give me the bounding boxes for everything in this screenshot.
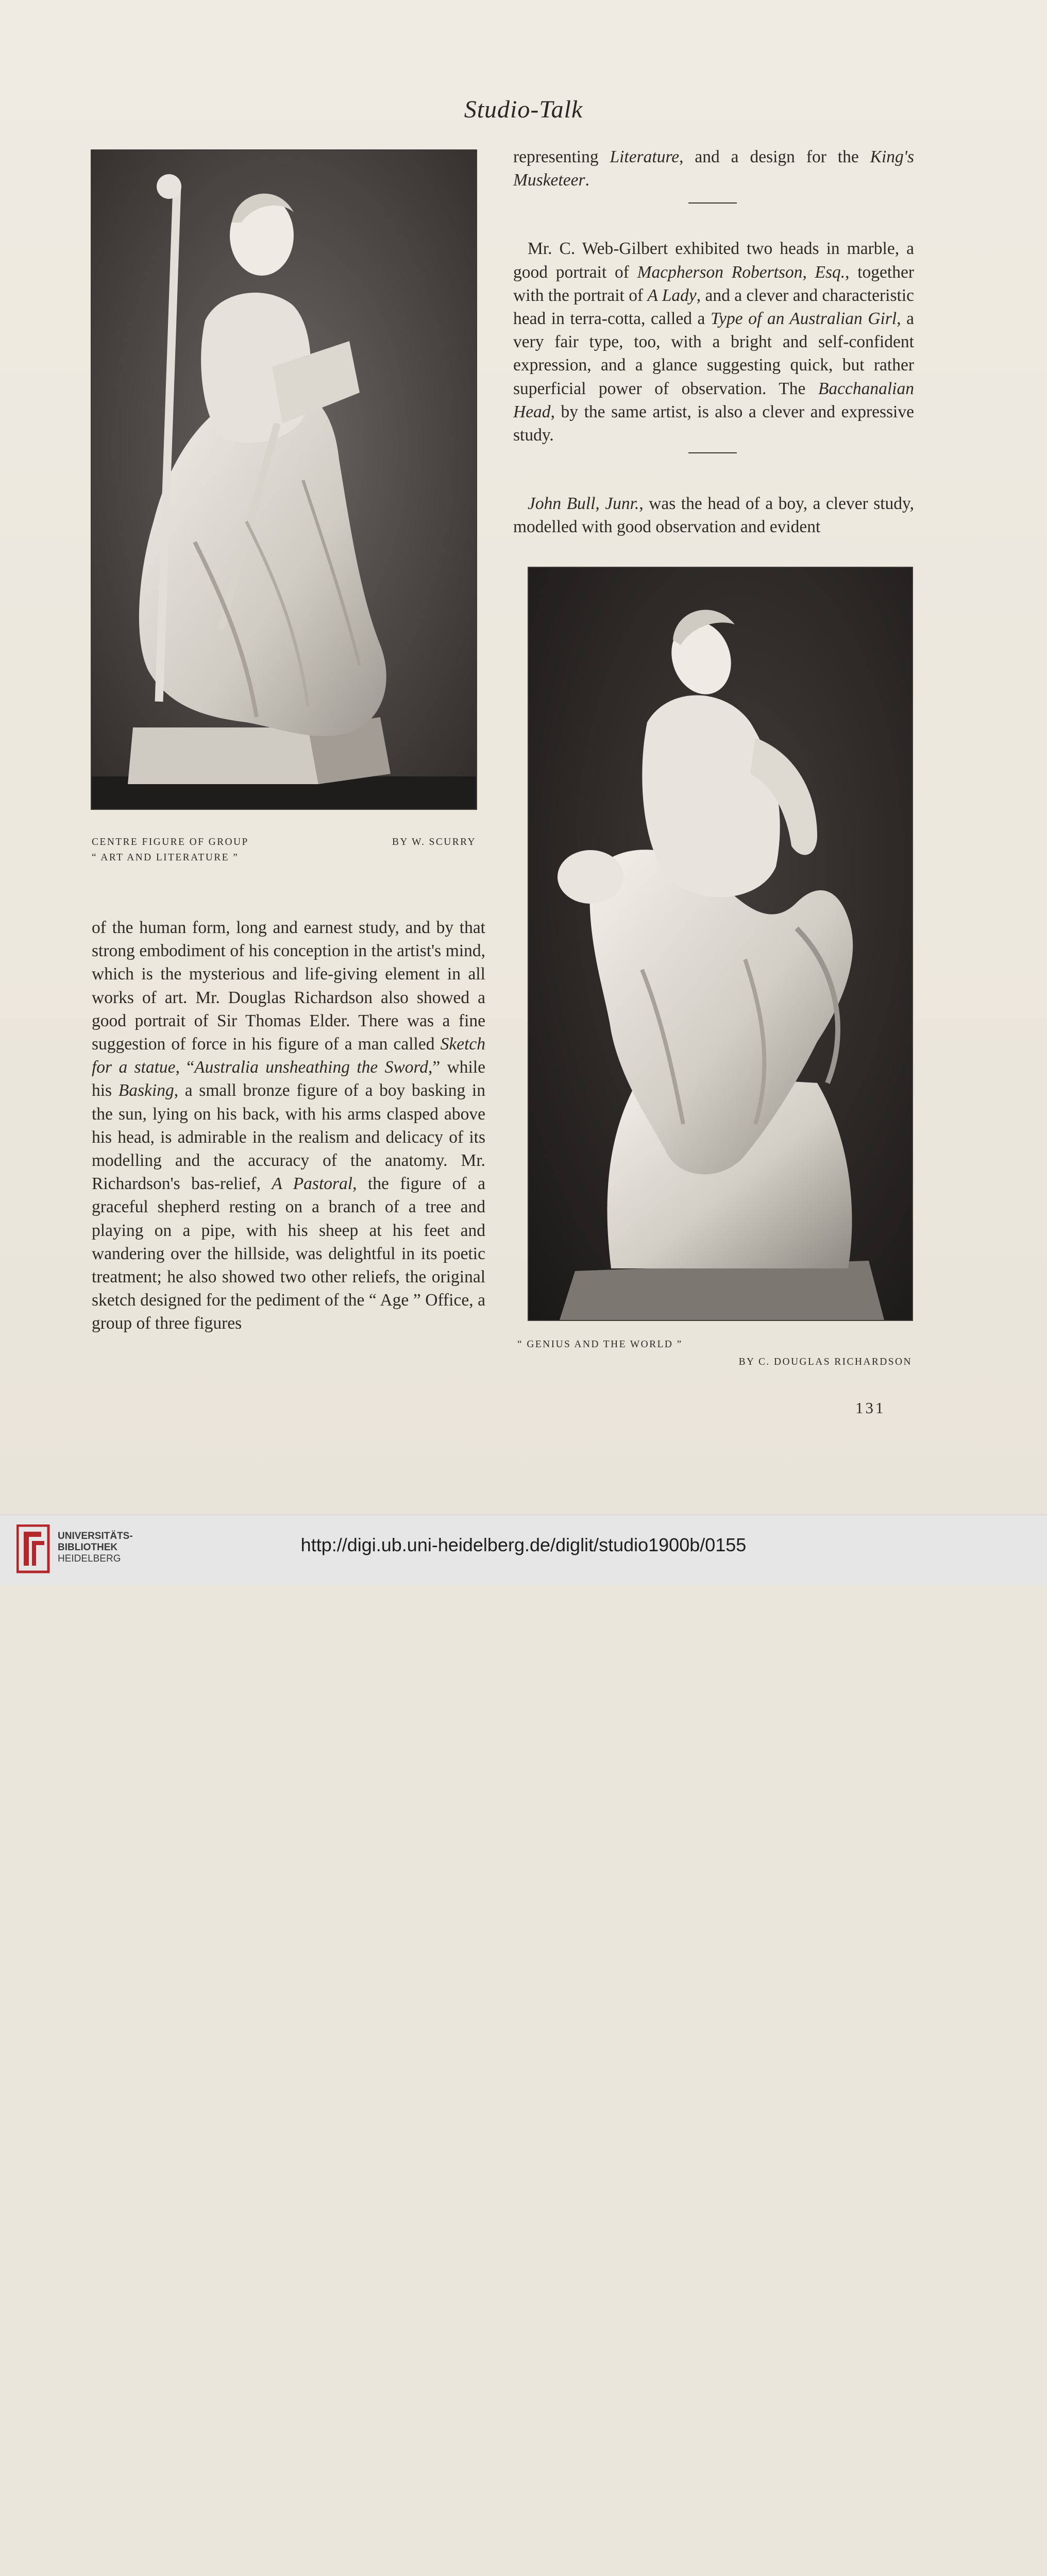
- library-name-line2: BIBLIOTHEK: [58, 1542, 118, 1553]
- caption-left-credit: BY W. SCURRY: [392, 837, 476, 848]
- plate-art-and-literature: [91, 149, 477, 810]
- caption-right: [517, 1337, 912, 1370]
- right-para2-text-b: , together with the portrait of: [513, 262, 914, 305]
- permalink-url[interactable]: http://digi.ub.uni-heidelberg.de/diglit/studio1900b/0155: [300, 1534, 747, 1555]
- right-para2-text-e: , by the same artist, is also a clever and expressive study.: [513, 402, 914, 445]
- left-body-text-e: , the figure of a graceful shepherd resting on a branch of a tree and playing on a pipe, with his sheep at his feet and wandering over the hillside, was delightful in its poetic treatment; he also showed two other reliefs, the original sketch designed for the pediment of the “ Age ” Office, a group of three figures: [92, 1174, 485, 1333]
- plate-genius-and-the-world: [528, 567, 913, 1321]
- right-para2-italic-australian-girl: Type of an Australian Girl: [711, 309, 897, 329]
- caption-right-credit: BY C. DOUGLAS RICHARDSON: [738, 1357, 912, 1367]
- right-para2-text-a: Mr. C. Web-Gilbert exhibited two heads in marble, a good portrait of: [513, 239, 914, 282]
- right-para2-text-d: , a very fair type, too, with a bright and self-confident expression, and a glance suggesting quick, but rather superficial power of observation. The: [513, 309, 915, 398]
- left-body-text-c: ,” while his: [92, 1058, 485, 1100]
- library-name-line3: HEIDELBERG: [58, 1553, 121, 1564]
- sculpture-genius-image: [529, 568, 912, 1320]
- right-para-2: [513, 237, 914, 447]
- right-para3-italic-john-bull: John Bull, Junr.: [528, 494, 639, 514]
- library-name-line1: UNIVERSITÄTS-: [58, 1531, 133, 1541]
- right-para1-italic-musketeer: King's Musketeer: [513, 147, 914, 190]
- right-para2-italic-lady: A Lady: [647, 285, 697, 305]
- left-body-italic-sketch: Sketch for a statue: [92, 1035, 485, 1077]
- right-para3-text: , was the head of a boy, a clever study, modelled with good observation and evident: [513, 494, 914, 537]
- caption-right-title: “ GENIUS AND THE WORLD ”: [517, 1339, 683, 1350]
- left-body-text-b: , “: [175, 1058, 195, 1077]
- left-body-italic-basking: Basking: [118, 1081, 174, 1100]
- right-para1-text: representing: [513, 147, 610, 166]
- right-para1-italic-literature: Literature: [610, 147, 680, 166]
- caption-left-title: CENTRE FIGURE OF GROUP: [92, 837, 249, 848]
- page-number: 131: [855, 1399, 886, 1417]
- right-para-3: [513, 492, 914, 538]
- section-rule-2: [688, 452, 737, 453]
- right-para1-mid: , and a design for the: [679, 147, 870, 166]
- left-column-body: [92, 916, 485, 1335]
- caption-left-subtitle: “ ART AND LITERATURE ”: [92, 852, 239, 863]
- right-para2-italic-bacchanalian: Bacchanalian Head: [513, 379, 914, 421]
- section-rule-1: [688, 202, 737, 204]
- right-para2-text-c: , and a clever and characteristic head in terra-cotta, called a: [513, 285, 915, 329]
- right-para1-end: .: [585, 171, 589, 190]
- running-head: Studio-Talk: [464, 96, 583, 123]
- left-body-text-a: of the human form, long and earnest study, and by that strong embodiment of his conception in the artist's mind, which is the mysterious and life-giving element in all works of art. Mr. Douglas Richardson also showed a good portrait of Sir Thomas Elder. There was a fine suggestion of force in his figure of a man called: [92, 918, 485, 1054]
- left-body-italic-australia: Australia unsheathing the Sword: [194, 1058, 428, 1077]
- left-body-text-d: , a small bronze figure of a boy basking in the sun, lying on his back, with his arms clasped above his head, is admirable in the realism and delicacy of its modelling and the accuracy of the anatomy. Mr. Richardson's bas-relief,: [92, 1081, 485, 1194]
- caption-left: [92, 835, 476, 866]
- sculpture-seated-figure-image: [92, 150, 476, 809]
- right-para2-italic-robertson: Macpherson Robertson, Esq.: [637, 262, 846, 282]
- right-column-body: [513, 145, 914, 539]
- right-para-1: [513, 145, 914, 192]
- left-body-italic-pastoral: A Pastoral: [272, 1174, 353, 1194]
